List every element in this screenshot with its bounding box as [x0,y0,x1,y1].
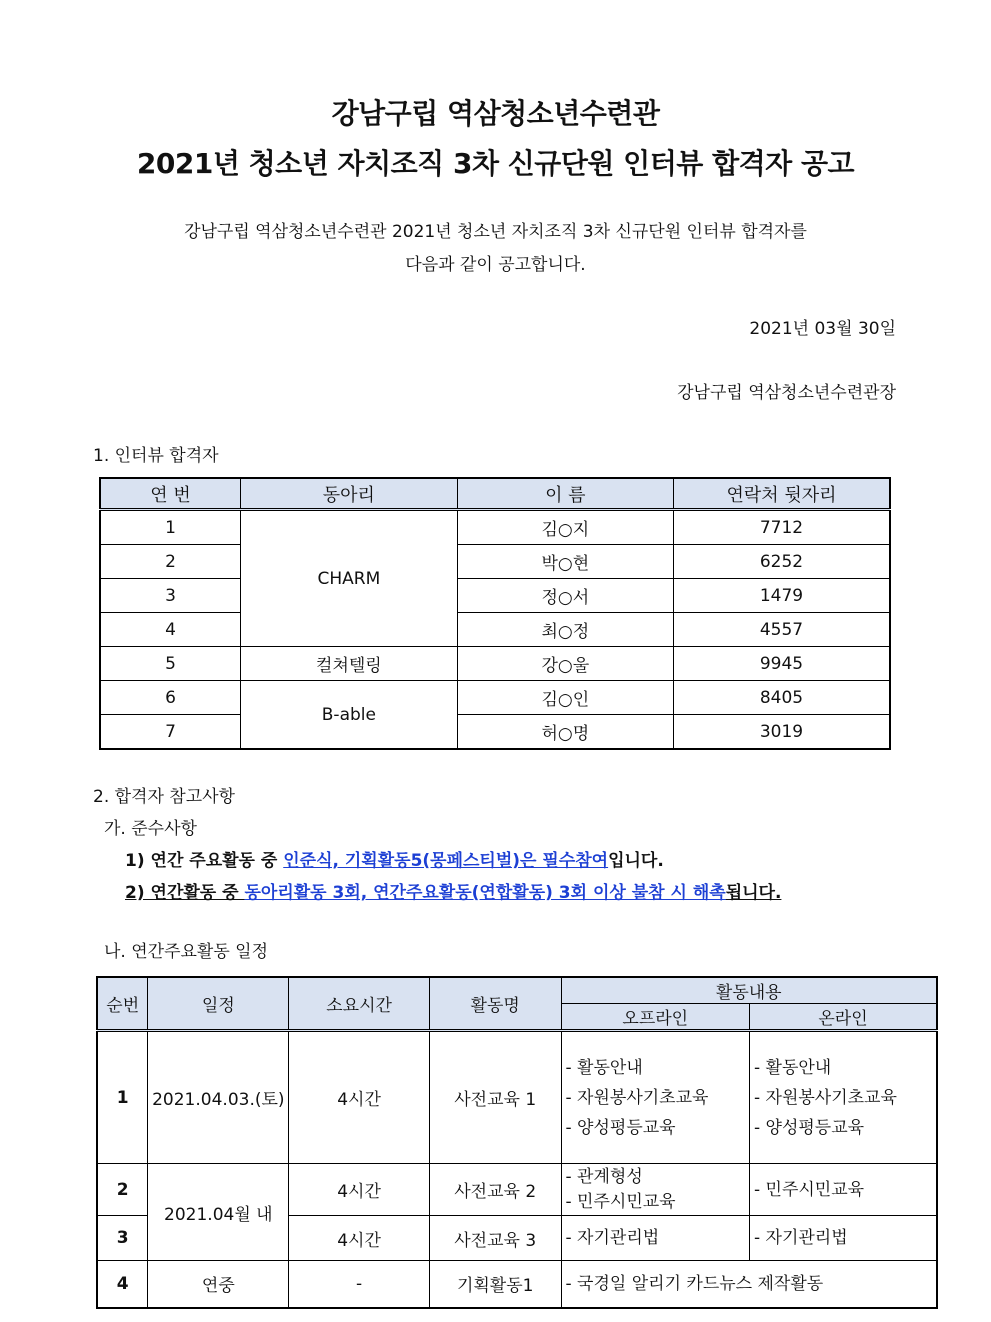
row-date: 2021.04월 내 [148,1164,289,1261]
row-online [749,1216,937,1261]
header-content: 활동내용 [561,977,937,1004]
offline-item: - 자기관리법 [565,1228,660,1248]
section-2-heading: 2. 합격자 참고사항 [93,787,235,807]
row-activity: 사전교육 1 [429,1031,561,1164]
online-item: - 자원봉사기초교육 [753,1087,897,1108]
row-activity: 사전교육 2 [429,1164,561,1216]
rule-2-highlight: 동아리활동 3회, 연간주요활동(연합활동) 3회 이상 불참 시 해촉 [244,883,726,903]
header-date: 일정 [148,977,289,1031]
row-seq: 4 [97,1261,148,1308]
online-item: - 활동안내 [753,1057,832,1078]
row-name: 강○울 [457,647,673,681]
rule-1-highlight: 인준식, 기획활동5(몽페스티벌)은 필수참여 [283,851,609,871]
row-activity: 사전교육 3 [429,1216,561,1261]
row-online [749,1164,937,1216]
row-duration: 4시간 [289,1164,430,1216]
row-phone: 6252 [674,545,891,579]
header-online: 온라인 [749,1004,937,1031]
header-no: 연 번 [100,478,241,510]
row-seq: 1 [97,1031,148,1164]
signer: 강남구립 역삼청소년수련관장 [677,383,896,403]
schedule-table [96,976,938,1309]
row-seq: 3 [97,1216,148,1261]
table-row [97,1261,937,1308]
row-phone: 8405 [674,681,891,715]
row-no: 3 [100,579,241,613]
row-date: 2021.04.03.(토) [148,1031,289,1164]
intro-line-1: 강남구립 역삼청소년수련관 2021년 청소년 자치조직 3차 신규단원 인터뷰 합격자를 [184,222,807,242]
row-phone: 3019 [674,715,891,750]
table-row [100,545,890,579]
online-item: - 자기관리법 [753,1228,848,1248]
rule-1-suffix: 입니다. [608,851,664,871]
header-seq: 순번 [97,977,148,1031]
rule-1 [125,846,664,871]
sub-heading-a: 가. 준수사항 [104,819,197,839]
table-row [97,1031,937,1164]
offline-item: - 민주시민교육 [565,1191,676,1212]
offline-item: - 활동안내 [565,1057,643,1078]
row-duration: - [289,1261,430,1308]
row-no: 2 [100,545,241,579]
sub-heading-b: 나. 연간주요활동 일정 [104,942,269,962]
schedule-header-row [97,977,937,1004]
row-no: 4 [100,613,241,647]
club-cell: B-able [241,681,458,750]
row-name: 김○지 [457,510,673,545]
row-phone: 4557 [674,613,891,647]
table-row [100,681,890,715]
row-name: 박○현 [457,545,673,579]
offline-item: - 관계형성 [565,1166,643,1187]
section-1-heading: 1. 인터뷰 합격자 [93,446,219,466]
row-name: 허○명 [457,715,673,750]
row-offline [561,1216,749,1261]
row-phone: 7712 [674,510,891,545]
row-name: 정○서 [457,579,673,613]
header-offline: 오프라인 [561,1004,749,1031]
row-seq: 2 [97,1164,148,1216]
table-row [100,647,890,681]
row-online [749,1031,937,1164]
online-item: - 민주시민교육 [753,1179,865,1200]
table-header-row [100,478,890,510]
table-row [100,715,890,750]
intro-line-2: 다음과 같이 공고합니다. [405,255,586,275]
rule-2-prefix: 2) 연간활동 중 [125,883,245,903]
table-row [100,579,890,613]
row-name: 최○정 [457,613,673,647]
row-name: 김○인 [457,681,673,715]
rule-2-suffix: 됩니다. [725,883,782,903]
row-no: 6 [100,681,241,715]
row-date: 연중 [148,1261,289,1308]
offline-item: - 양성평등교육 [565,1117,676,1138]
announcement-date: 2021년 03월 30일 [749,319,896,339]
table-row [97,1164,937,1216]
row-activity: 기획활동1 [429,1261,561,1308]
club-cell: 컬쳐텔링 [241,647,458,681]
row-duration: 4시간 [289,1216,430,1261]
row-no: 7 [100,715,241,750]
row-content: - 국경일 알리기 카드뉴스 제작활동 [561,1261,937,1308]
header-activity: 활동명 [429,977,561,1031]
header-duration: 소요시간 [289,977,430,1031]
row-offline [561,1164,749,1216]
header-club: 동아리 [241,478,458,510]
title-line-2: 2021년 청소년 자치조직 3차 신규단원 인터뷰 합격자 공고 [136,147,855,180]
row-no: 1 [100,510,241,545]
row-phone: 9945 [674,647,891,681]
header-name: 이 름 [457,478,673,510]
row-phone: 1479 [674,579,891,613]
row-duration: 4시간 [289,1031,430,1164]
rule-2 [125,878,781,903]
rule-1-prefix: 1) 연간 주요활동 중 [125,851,284,871]
row-no: 5 [100,647,241,681]
club-cell: CHARM [241,510,458,647]
offline-item: - 자원봉사기초교육 [565,1087,709,1108]
passer-table [99,477,891,750]
title-line-1: 강남구립 역삼청소년수련관 [331,97,660,130]
header-phone: 연락처 뒷자리 [674,478,891,510]
table-row [100,613,890,647]
table-row [100,510,890,545]
online-item: - 양성평등교육 [753,1117,865,1138]
row-offline [561,1031,749,1164]
